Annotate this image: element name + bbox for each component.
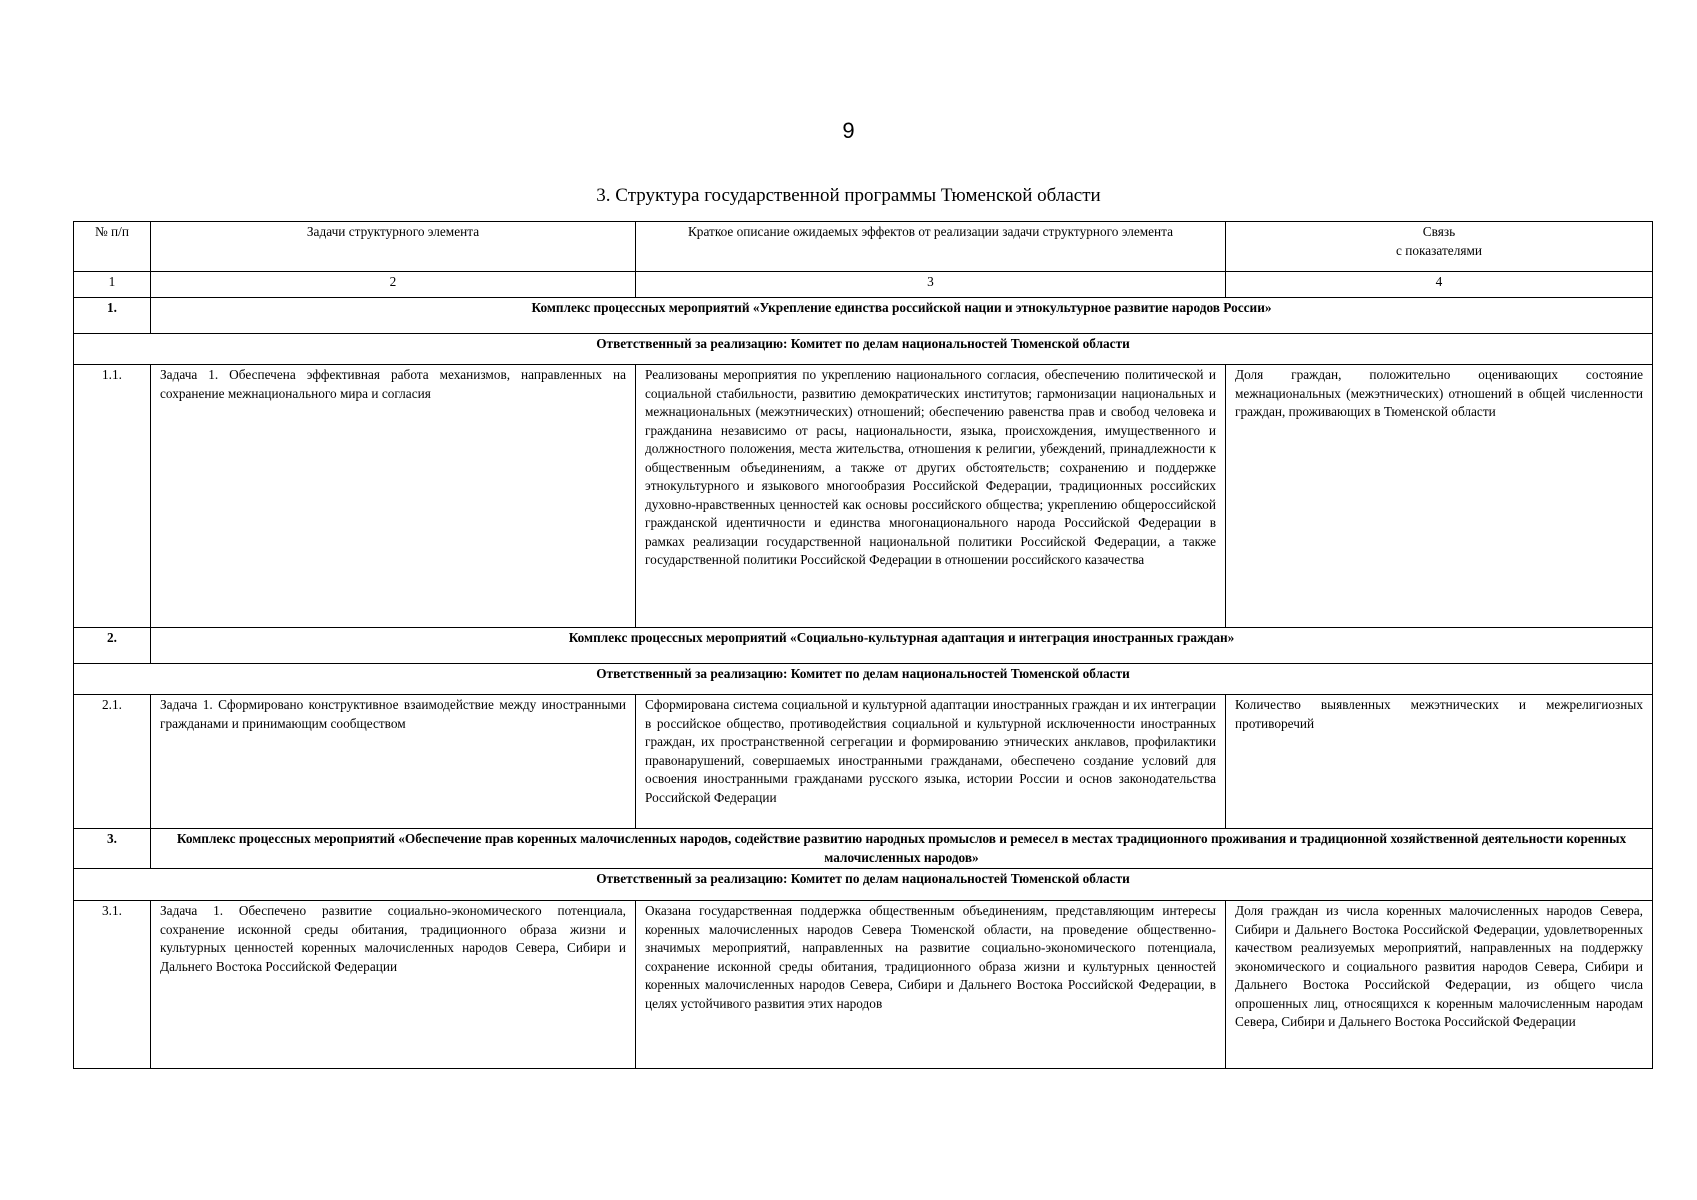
task-number: 3.1. — [74, 901, 151, 1069]
responsible-text: Ответственный за реализацию: Комитет по делам национальностей Тюменской области — [74, 869, 1653, 901]
complex-row — [74, 829, 1653, 869]
page-number: 9 — [842, 118, 855, 143]
section-number: 2. — [74, 628, 151, 664]
task-number: 1.1. — [74, 365, 151, 628]
table-header-row — [74, 222, 1653, 272]
header-indicators-line2: с показателями — [1396, 242, 1482, 258]
column-number: 4 — [1226, 272, 1653, 298]
responsible-text: Ответственный за реализацию: Комитет по делам национальностей Тюменской области — [74, 664, 1653, 695]
task-number: 2.1. — [74, 695, 151, 829]
complex-title: Комплекс процессных мероприятий «Укрепление единства российской нации и этнокультурное развитие народов России» — [151, 298, 1653, 334]
program-structure-table — [73, 221, 1653, 1069]
column-number: 1 — [74, 272, 151, 298]
task-text: Задача 1. Обеспечена эффективная работа механизмов, направленных на сохранение межнационального мира и согласия — [151, 365, 636, 628]
header-number: № п/п — [74, 222, 151, 272]
task-text: Задача 1. Сформировано конструктивное взаимодействие между иностранными гражданами и принимающим сообществом — [151, 695, 636, 829]
complex-row — [74, 298, 1653, 334]
complex-title: Комплекс процессных мероприятий «Социально-культурная адаптация и интеграция иностранных граждан» — [151, 628, 1653, 664]
effects-text: Сформирована система социальной и культурной адаптации иностранных граждан и их интеграции в российское общество, противодействия социальной и культурной исключенности иностранных граждан, их пространственной сегрегации и формированию этнических анклавов, профилактики правонарушений, совершаемых иностранными гражданами, обеспечено создание условий для освоения иностранными гражданами русского языка, истории России и основ законодательства Российской Федерации — [636, 695, 1226, 829]
document-title: 3. Структура государственной программы Тюменской области — [596, 185, 1101, 206]
header-indicators — [1226, 222, 1653, 272]
section-number: 1. — [74, 298, 151, 334]
task-row — [74, 365, 1653, 628]
complex-title: Комплекс процессных мероприятий «Обеспечение прав коренных малочисленных народов, содействие развитию народных промыслов и ремесел в местах традиционного проживания и традиционной хозяйственной деятельности коренных малочисленных народов» — [151, 829, 1653, 869]
responsible-text: Ответственный за реализацию: Комитет по делам национальностей Тюменской области — [74, 334, 1653, 365]
task-row — [74, 901, 1653, 1069]
effects-text: Оказана государственная поддержка общественным объединениям, представляющим интересы коренных малочисленных народов Севера Тюменской области, на проведение общественно-значимых мероприятий, направленных на развитие социально-экономического потенциала, сохранение исконной среды обитания, традиционного образа жизни и культурных ценностей коренных малочисленных народов Севера, Сибири и Дальнего Востока Российской Федерации, в целях устойчивого развития этих народов — [636, 901, 1226, 1069]
indicators-text: Доля граждан, положительно оценивающих состояние межнациональных (межэтнических) отношений в общей численности граждан, проживающих в Тюменской области — [1226, 365, 1653, 628]
indicators-text: Доля граждан из числа коренных малочисленных народов Севера, Сибири и Дальнего Востока Российской Федерации, удовлетворенных качеством реализуемых мероприятий, направленных на поддержку экономического и социального развития народов Севера, Сибири и Дальнего Востока Российской Федерации, из общего числа опрошенных лиц, относящихся к коренным малочисленным народам Севера, Сибири и Дальнего Востока Российской Федерации — [1226, 901, 1653, 1069]
task-text: Задача 1. Обеспечено развитие социально-экономического потенциала, сохранение исконной среды обитания, традиционного образа жизни и культурных ценностей коренных малочисленных народов Севера, Сибири и Дальнего Востока Российской Федерации — [151, 901, 636, 1069]
complex-row — [74, 628, 1653, 664]
section-number: 3. — [74, 829, 151, 869]
header-tasks: Задачи структурного элемента — [151, 222, 636, 272]
header-effects: Краткое описание ожидаемых эффектов от реализации задачи структурного элемента — [636, 222, 1226, 272]
column-number-row — [74, 272, 1653, 298]
column-number: 2 — [151, 272, 636, 298]
column-number: 3 — [636, 272, 1226, 298]
responsible-row — [74, 334, 1653, 365]
task-row — [74, 695, 1653, 829]
responsible-row — [74, 869, 1653, 901]
indicators-text: Количество выявленных межэтнических и межрелигиозных противоречий — [1226, 695, 1653, 829]
effects-text: Реализованы мероприятия по укреплению национального согласия, обеспечению политической и социальной стабильности, развитию демократических институтов; гармонизации национальных и межнациональных (межэтнических) отношений; обеспечению равенства прав и свобод человека и гражданина независимо от расы, национальности, языка, происхождения, имущественного и должностного положения, места жительства, отношения к религии, убеждений, принадлежности к общественным объединениям, а также от других обстоятельств; сохранению и поддержке этнокультурного и языкового многообразия Российской Федерации, традиционных российских духовно-нравственных ценностей как основы российского общества; укреплению общероссийской гражданской идентичности и единства многонационального народа Российской Федерации в рамках реализации государственной национальной политики Российской Федерации, а также государственной политики Российской Федерации в отношении российского казачества — [636, 365, 1226, 628]
responsible-row — [74, 664, 1653, 695]
header-indicators-line1: Связь — [1422, 224, 1456, 239]
